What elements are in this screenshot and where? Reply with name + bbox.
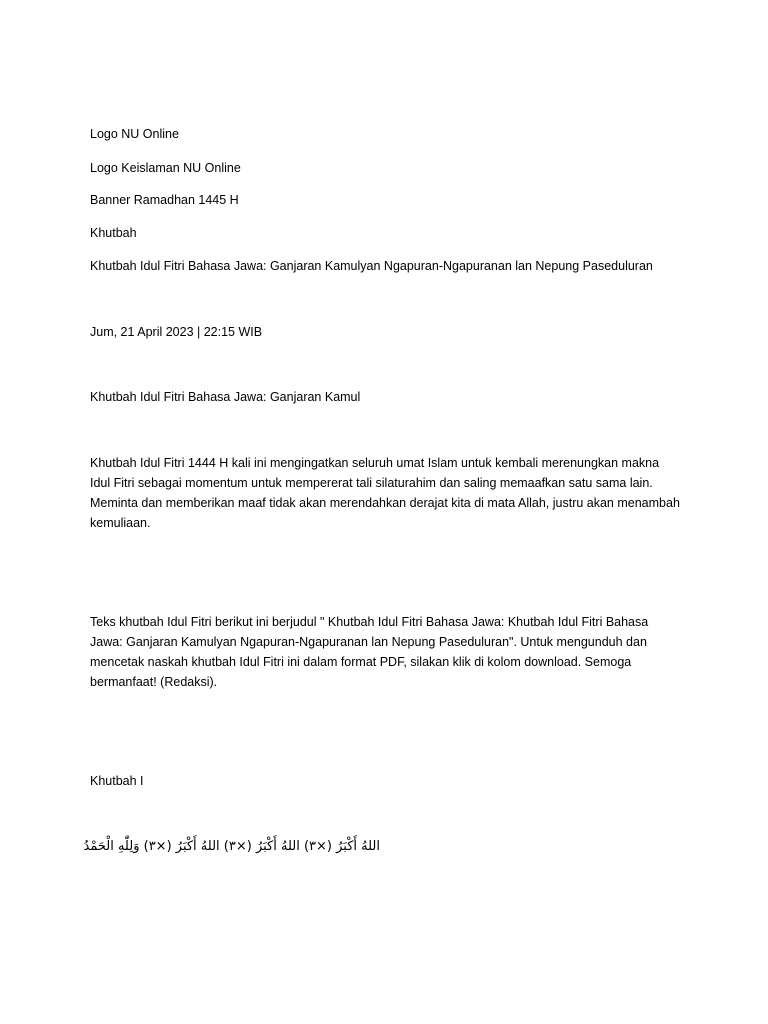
logo-nu-online-text: Logo NU Online xyxy=(90,127,179,141)
article-title: Khutbah Idul Fitri Bahasa Jawa: Ganjaran Kamulyan Ngapuran-Ngapuranan lan Nepung Paseduluran xyxy=(90,259,653,273)
banner-ramadhan-text: Banner Ramadhan 1445 H xyxy=(90,193,239,207)
category-label: Khutbah xyxy=(90,226,137,240)
logo-keislaman-text: Logo Keislaman NU Online xyxy=(90,161,241,175)
section-heading: Khutbah I xyxy=(90,774,144,788)
arabic-takbir-text: اللهُ أَكْبَرُ (×٣) اللهُ أَكْبَرُ (×٣) اللهُ أَكْبَرُ (×٣) وَلِلّٰهِ الْحَمْدُ xyxy=(83,839,380,854)
publish-date: Jum, 21 April 2023 | 22:15 WIB xyxy=(90,325,263,339)
download-paragraph: Teks khutbah Idul Fitri berikut ini berjudul " Khutbah Idul Fitri Bahasa Jawa: Khutbah Idul Fitri Bahasa Jawa: Ganjaran Kamulyan Ngapuran-Ngapuranan lan Nepung Paseduluran". Untuk mengunduh dan mencetak naskah khutbah Idul Fitri ini dalam format PDF, silakan klik di kolom download. Semoga bermanfaat! (Redaksi). xyxy=(90,615,649,689)
intro-paragraph: Khutbah Idul Fitri 1444 H kali ini mengingatkan seluruh umat Islam untuk kembali merenungkan makna Idul Fitri sebagai momentum untuk mempererat tali silaturahim dan saling memaafkan satu sama lain. Meminta dan memberikan maaf tidak akan merendahkan derajat kita di mata Allah, justru akan menambah kemuliaan. xyxy=(90,456,680,530)
image-caption: Khutbah Idul Fitri Bahasa Jawa: Ganjaran Kamul xyxy=(90,390,361,404)
